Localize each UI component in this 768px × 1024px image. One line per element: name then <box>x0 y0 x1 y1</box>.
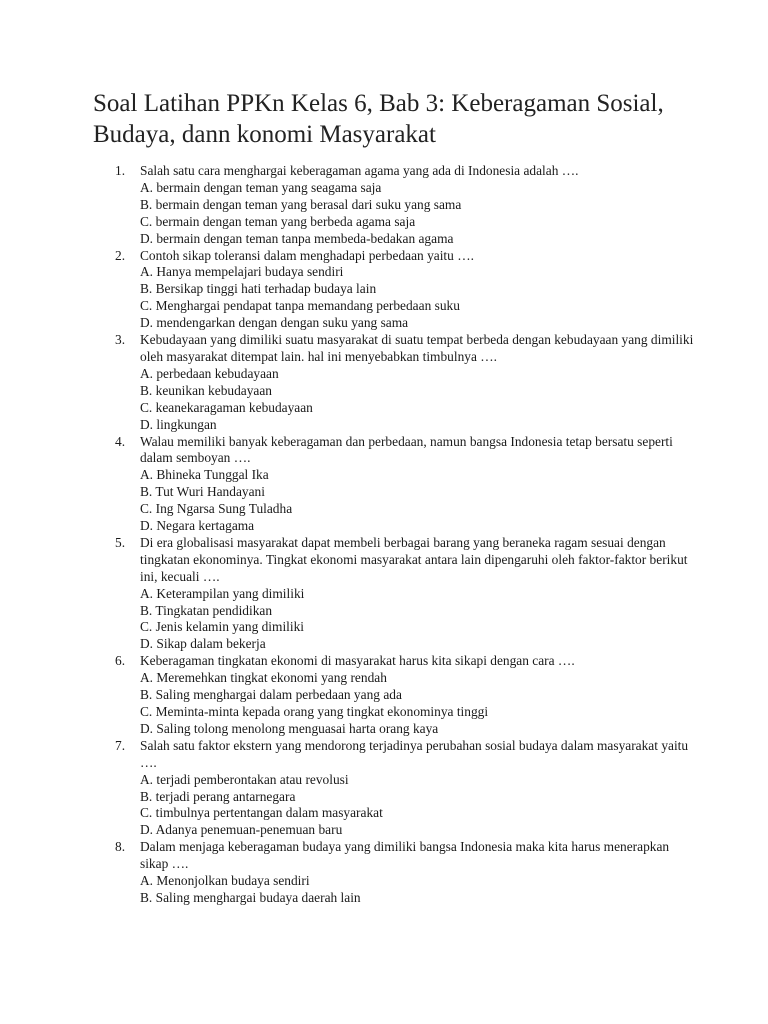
answer-option: A. Meremehkan tingkat ekonomi yang rendah <box>140 670 387 686</box>
answer-option: D. mendengarkan dengan dengan suku yang sama <box>140 315 409 331</box>
answer-option: B. Bersikap tinggi hati terhadap budaya lain <box>140 281 377 297</box>
question-number: 7. <box>115 737 126 753</box>
question-number: 4. <box>115 433 126 449</box>
answer-option: C. Menghargai pendapat tanpa memandang perbedaan suku <box>140 298 460 314</box>
question-number: 8. <box>115 839 126 855</box>
answer-option: C. timbulnya pertentangan dalam masyarakat <box>140 805 383 821</box>
question-item <box>115 434 695 535</box>
answer-option: C. Meminta-minta kepada orang yang tingkat ekonominya tinggi <box>140 704 489 719</box>
question-item <box>115 839 695 907</box>
question-item <box>115 738 695 839</box>
question-item <box>115 163 695 248</box>
question-item <box>115 332 695 433</box>
question-number: 1. <box>115 163 126 178</box>
answer-option: C. keanekaragaman kebudayaan <box>140 399 313 415</box>
question-text: Dalam menjaga keberagaman budaya yang dimiliki bangsa Indonesia maka kita harus menerapkan sikap …. <box>140 839 670 872</box>
answer-option: D. bermain dengan teman tanpa membeda-bedakan agama <box>140 230 454 246</box>
question-item <box>115 535 695 653</box>
question-text: Contoh sikap toleransi dalam menghadapi perbedaan yaitu …. <box>140 247 474 263</box>
answer-option: A. perbedaan kebudayaan <box>140 365 279 381</box>
question-number: 3. <box>115 332 126 348</box>
answer-option: B. terjadi perang antarnegara <box>140 788 296 804</box>
answer-options <box>140 467 695 535</box>
page-title: Soal Latihan PPKn Kelas 6, Bab 3: Keberagaman Sosial, Budaya, dann konomi Masyarakat <box>93 90 664 148</box>
question-item <box>115 248 695 333</box>
answer-option: D. Negara kertagama <box>140 518 255 534</box>
answer-option: B. Tingkatan pendidikan <box>140 602 273 618</box>
answer-option: B. Saling menghargai budaya daerah lain <box>140 889 361 905</box>
answer-options <box>140 772 695 840</box>
answer-option: B. Saling menghargai dalam perbedaan yang ada <box>140 687 402 703</box>
answer-options <box>140 366 695 434</box>
answer-option: B. keunikan kebudayaan <box>140 382 273 398</box>
question-item <box>115 653 695 738</box>
question-number: 2. <box>115 247 126 263</box>
question-text: Salah satu cara menghargai keberagaman agama yang ada di Indonesia adalah …. <box>140 163 579 178</box>
answer-options <box>140 586 695 654</box>
answer-option: A. Bhineka Tunggal Ika <box>140 467 269 483</box>
answer-option: C. Ing Ngarsa Sung Tuladha <box>140 501 293 517</box>
answer-option: C. Jenis kelamin yang dimiliki <box>140 619 305 635</box>
answer-option: D. Sikap dalam bekerja <box>140 636 266 652</box>
answer-option: A. terjadi pemberontakan atau revolusi <box>140 771 349 787</box>
answer-option: D. Saling tolong menolong menguasai harta orang kaya <box>140 720 439 736</box>
answer-option: B. bermain dengan teman yang berasal dari suku yang sama <box>140 196 462 212</box>
answer-option: A. Hanya mempelajari budaya sendiri <box>140 264 344 280</box>
answer-option: D. Adanya penemuan-penemuan baru <box>140 822 343 838</box>
question-text: Di era globalisasi masyarakat dapat membeli berbagai barang yang beraneka ragam sesuai dengan tingkatan ekonominya. Tingkat ekonomi masyarakat antara lain dipengaruhi oleh faktor-faktor berikut ini, kecuali …. <box>140 534 688 584</box>
answer-option: C. bermain dengan teman yang berbeda agama saja <box>140 213 416 229</box>
answer-option: D. lingkungan <box>140 416 217 432</box>
answer-option: A. bermain dengan teman yang seagama saja <box>140 179 382 195</box>
answer-options <box>140 873 695 907</box>
question-list <box>115 163 695 907</box>
answer-option: A. Menonjolkan budaya sendiri <box>140 873 310 889</box>
question-number: 6. <box>115 653 126 669</box>
question-text: Salah satu faktor ekstern yang mendorong terjadinya perubahan sosial budaya dalam masyarakat yaitu …. <box>140 737 689 770</box>
answer-options <box>140 180 695 248</box>
answer-options <box>140 264 695 332</box>
question-number: 5. <box>115 534 126 550</box>
answer-options <box>140 670 695 738</box>
question-text: Kebudayaan yang dimiliki suatu masyarakat di suatu tempat berbeda dengan kebudayaan yang dimiliki oleh masyarakat ditempat lain. hal ini menyebabkan timbulnya …. <box>140 332 694 364</box>
question-text: Walau memiliki banyak keberagaman dan perbedaan, namun bangsa Indonesia tetap bersatu seperti dalam semboyan …. <box>140 433 673 466</box>
question-text: Keberagaman tingkatan ekonomi di masyarakat harus kita sikapi dengan cara …. <box>140 653 575 669</box>
answer-option: A. Keterampilan yang dimiliki <box>140 585 305 601</box>
answer-option: B. Tut Wuri Handayani <box>140 484 265 500</box>
